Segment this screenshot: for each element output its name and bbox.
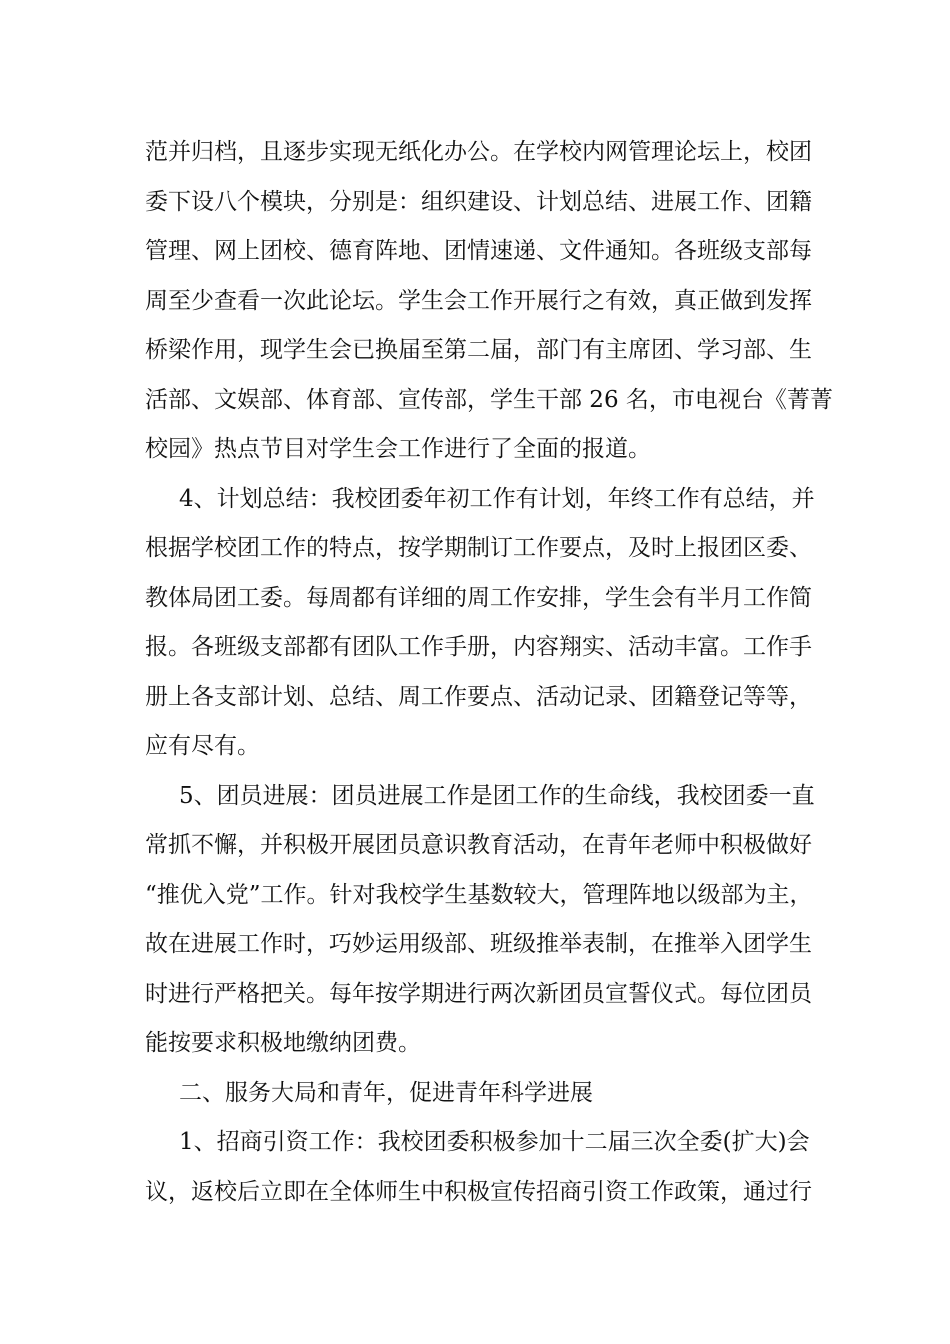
text-line: 报。各班级支部都有团队工作手册，内容翔实、活动丰富。工作手 bbox=[145, 634, 812, 660]
text-line: 管理、网上团校、德育阵地、团情速递、文件通知。各班级支部每 bbox=[145, 238, 812, 264]
text-line: 周至少查看一次此论坛。学生会工作开展行之有效，真正做到发挥 bbox=[145, 287, 812, 314]
text-line: 校园》热点节目对学生会工作进行了全面的报道。 bbox=[145, 436, 651, 462]
text-line: 议，返校后立即在全体师生中积极宣传招商引资工作政策，通过行 bbox=[145, 1178, 812, 1205]
paragraph-start-line: 1、招商引资工作：我校团委积极参加十二届三次全委(扩大)会 bbox=[179, 1129, 810, 1155]
text-line: 应有尽有。 bbox=[145, 733, 260, 759]
section-heading: 二、服务大局和青年，促进青年科学进展 bbox=[179, 1079, 593, 1106]
paragraph-start-line: 4、计划总结：我校团委年初工作有计划，年终工作有总结，并 bbox=[179, 485, 815, 512]
text-line: 册上各支部计划、总结、周工作要点、活动记录、团籍登记等等， bbox=[145, 683, 812, 710]
text-line: 常抓不懈，并积极开展团员意识教育活动，在青年老师中积极做好 bbox=[145, 832, 812, 858]
text-line: 桥梁作用，现学生会已换届至第二届，部门有主席团、学习部、生 bbox=[145, 337, 812, 363]
text-line: 能按要求积极地缴纳团费。 bbox=[145, 1030, 421, 1056]
paragraph-start-line: 5、团员进展：团员进展工作是团工作的生命线，我校团委一直 bbox=[179, 782, 815, 809]
text-line: 根据学校团工作的特点，按学期制订工作要点，及时上报团区委、 bbox=[145, 535, 812, 561]
text-line: 教体局团工委。每周都有详细的周工作安排，学生会有半月工作简 bbox=[145, 584, 812, 611]
text-line: 范并归档，且逐步实现无纸化办公。在学校内网管理论坛上，校团 bbox=[145, 139, 812, 165]
document-body bbox=[145, 128, 835, 1217]
text-line: “推优入党”工作。针对我校学生基数较大，管理阵地以级部为主， bbox=[145, 881, 813, 908]
text-line: 时进行严格把关。每年按学期进行两次新团员宣誓仪式。每位团员 bbox=[145, 980, 812, 1007]
text-line: 委下设八个模块，分别是：组织建设、计划总结、进展工作、团籍 bbox=[145, 188, 812, 215]
text-line: 故在进展工作时，巧妙运用级部、班级推举表制，在推举入团学生 bbox=[145, 931, 812, 957]
text-line: 活部、文娱部、体育部、宣传部，学生干部 26 名，市电视台《菁菁 bbox=[145, 386, 833, 413]
